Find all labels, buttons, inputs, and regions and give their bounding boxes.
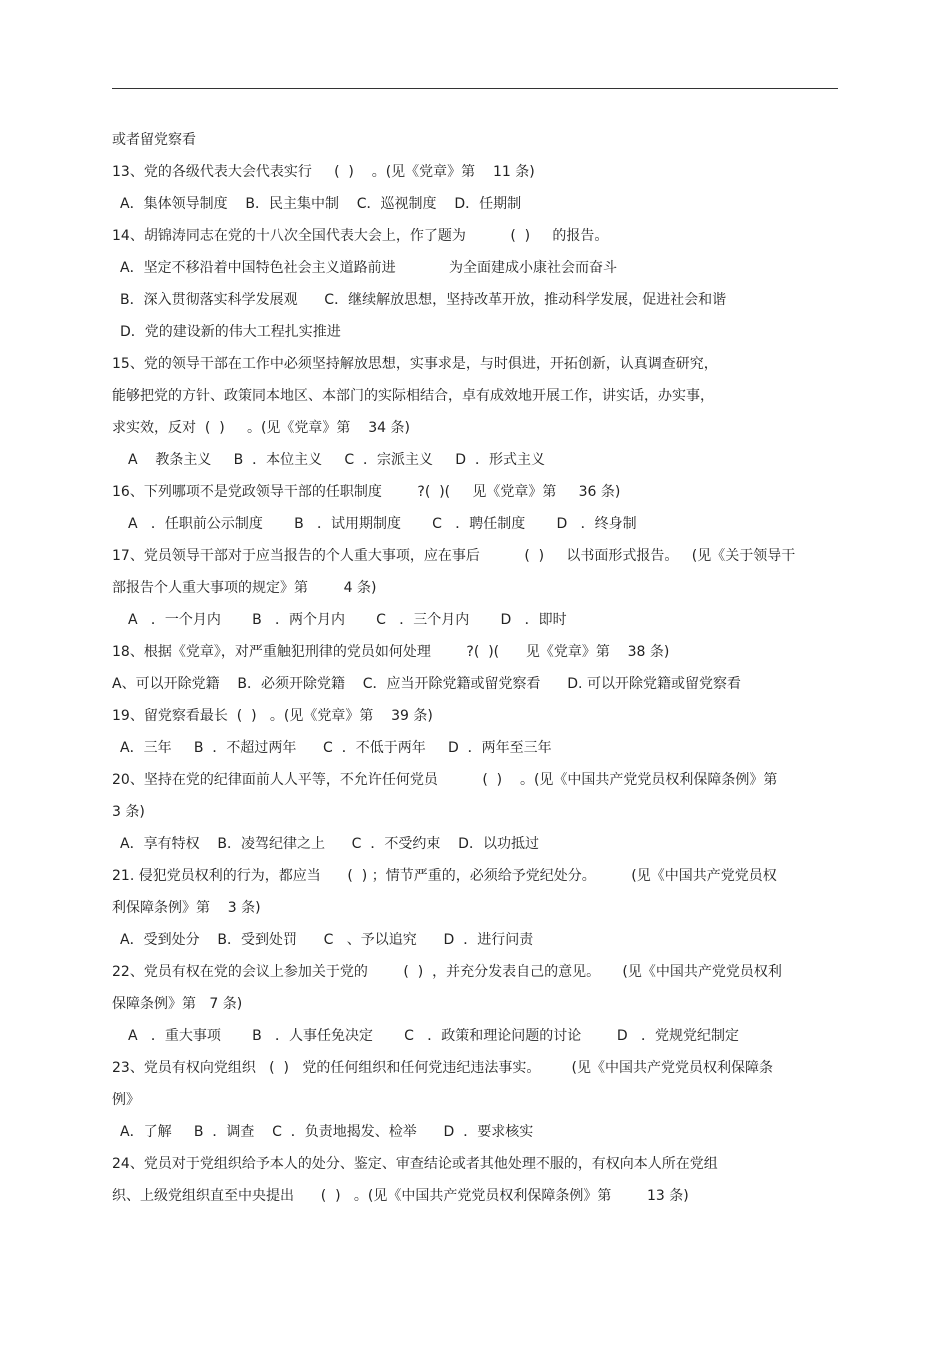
text-line: 或者留党察看	[112, 132, 196, 148]
question-14-option-d: D．党的建设新的伟大工程扎实推进	[120, 324, 341, 340]
question-17-options: A ．一个月内 B ．两个月内 C ．三个月内 D ．即时	[128, 612, 567, 628]
question-19: 19、留党察看最长 ( ) 。(见《党章》第 39 条)	[112, 708, 433, 724]
question-22-options: A ．重大事项 B ．人事任免决定 C ．政策和理论问题的讨论 D ．党规党纪制定	[128, 1028, 740, 1044]
question-16-options: A ．任职前公示制度 B ．试用期制度 C ．聘任制度 D ．终身制	[128, 516, 637, 532]
header-rule	[112, 88, 838, 89]
question-19-options: A．三年 B ．不超过两年 C ．不低于两年 D ．两年至三年	[120, 740, 552, 756]
question-24: 24、党员对于党组织给予本人的处分、鉴定、审查结论或者其他处理不服的，有权向本人所在党组	[112, 1156, 718, 1172]
question-18-options: A、可以开除党籍 B．必须开除党籍 C．应当开除党籍或留党察看 D. 可以开除党籍或留党察看	[112, 676, 741, 692]
question-21-options: A．受到处分 B．受到处罚 C 、予以追究 D ．进行问责	[120, 932, 534, 948]
question-13-options: A．集体领导制度 B．民主集中制 C．巡视制度 D．任期制	[120, 196, 522, 212]
question-23-cont: 例》	[112, 1092, 140, 1108]
question-20-cont: 3 条)	[112, 804, 145, 820]
question-17-cont: 部报告个人重大事项的规定》第 4 条)	[112, 580, 377, 596]
question-16: 16、下列哪项不是党政领导干部的任职制度 ?( )( 见《党章》第 36 条)	[112, 484, 621, 500]
question-23: 23、党员有权向党组织 ( ) 党的任何组织和任何党违纪违法事实。 (见《中国共产党党员权利保障条	[112, 1060, 773, 1076]
question-22: 22、党员有权在党的会议上参加关于党的 ( ) ，并充分发表自己的意见。 (见《中国共产党党员权利	[112, 964, 782, 980]
question-14-options-bc: B．深入贯彻落实科学发展观 C．继续解放思想，坚持改革开放，推动科学发展，促进社会和谐	[120, 292, 727, 308]
question-20-options: A．享有特权 B．凌驾纪律之上 C ．不受约束 D．以功抵过	[120, 836, 539, 852]
question-15-options: A 教条主义 B ．本位主义 C ．宗派主义 D ．形式主义	[128, 452, 545, 468]
question-20: 20、坚持在党的纪律面前人人平等，不允许任何党员 ( ) 。(见《中国共产党党员权利保障条例》第	[112, 772, 778, 788]
question-14: 14、胡锦涛同志在党的十八次全国代表大会上，作了题为 ( ) 的报告。	[112, 228, 609, 244]
question-17: 17、党员领导干部对于应当报告的个人重大事项，应在事后 ( ) 以书面形式报告。 (见《关于领导干	[112, 548, 796, 564]
question-13: 13、党的各级代表大会代表实行 ( ) 。(见《党章》第 11 条)	[112, 164, 535, 180]
question-24-cont: 织、上级党组织直至中央提出 ( ) 。(见《中国共产党党员权利保障条例》第 13 条)	[112, 1188, 689, 1204]
question-21-cont: 利保障条例》第 3 条)	[112, 900, 261, 916]
question-15-cont: 能够把党的方针、政策同本地区、本部门的实际相结合，卓有成效地开展工作，讲实话，办实事，	[112, 388, 714, 404]
question-15: 15、党的领导干部在工作中必须坚持解放思想，实事求是，与时俱进，开拓创新，认真调查研究，	[112, 356, 718, 372]
question-18: 18、根据《党章》，对严重触犯刑律的党员如何处理 ?( )( 见《党章》第 38 条)	[112, 644, 670, 660]
document-body	[112, 124, 838, 1212]
question-21: 21. 侵犯党员权利的行为，都应当 ( ) ；情节严重的，必须给予党纪处分。 (见《中国共产党党员权	[112, 868, 777, 884]
question-23-options: A．了解 B ．调查 C ．负责地揭发、检举 D ．要求核实	[120, 1124, 534, 1140]
question-14-option-a: A．坚定不移沿着中国特色社会主义道路前进 为全面建成小康社会而奋斗	[120, 260, 617, 276]
question-15-cont: 求实效，反对 ( ) 。(见《党章》第 34 条)	[112, 420, 410, 436]
question-22-cont: 保障条例》第 7 条)	[112, 996, 243, 1012]
